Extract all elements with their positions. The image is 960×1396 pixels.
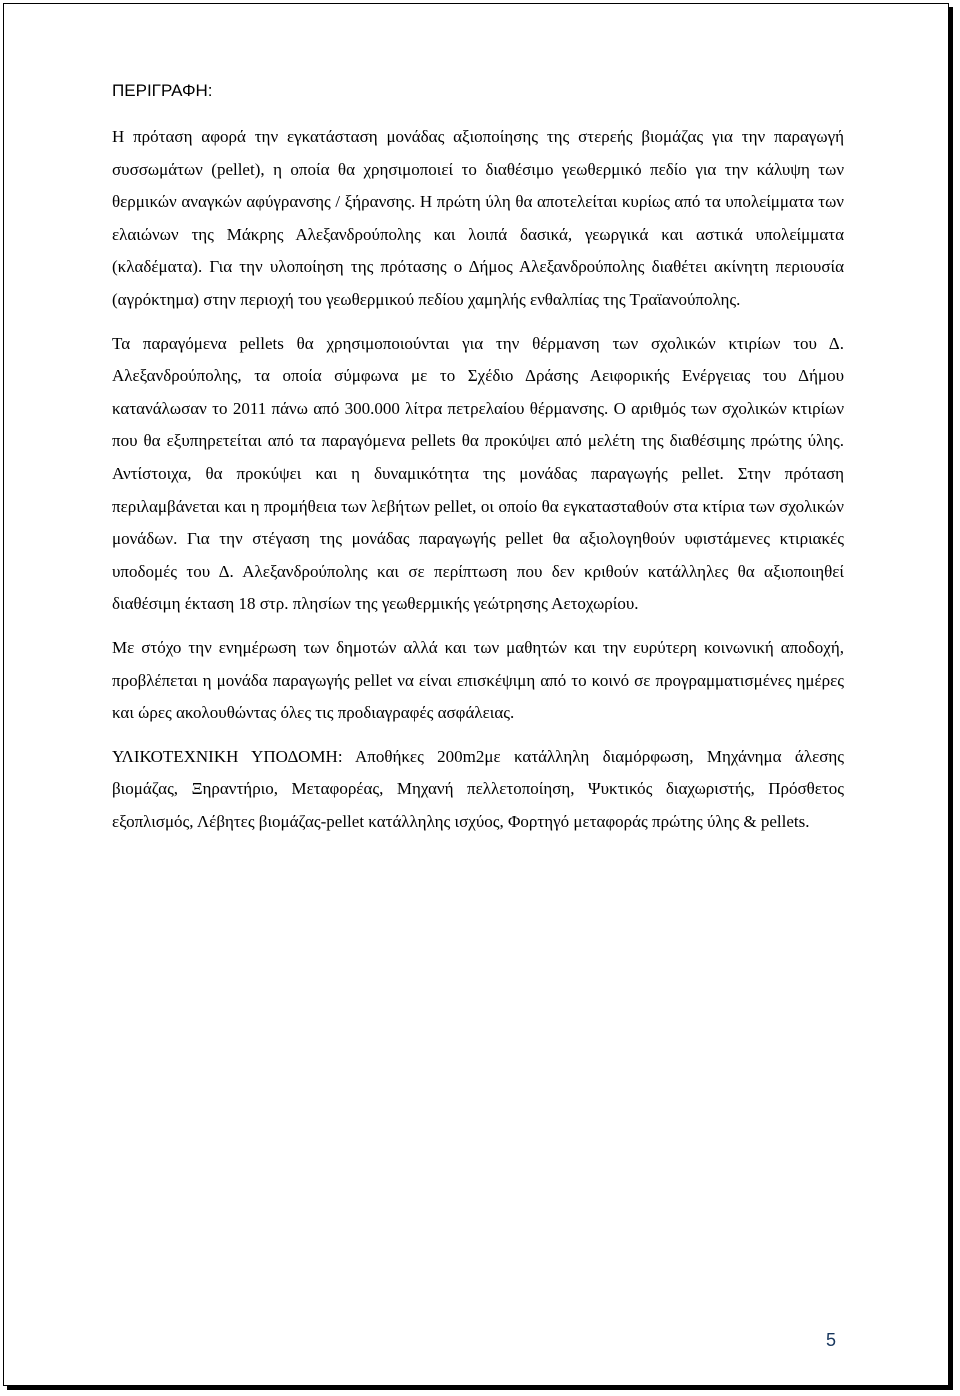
page-number: 5 bbox=[826, 1330, 837, 1350]
paragraph-infrastructure: ΥΛΙΚΟΤΕΧΝΙΚΗ ΥΠΟΔΟΜΗ: Αποθήκες 200m2με κατάλληλη διαμόρφωση, Μηχάνημα άλεσης βιομάζας, Ξηραντήριο, Μεταφορέας, Μηχανή πελλετοποίηση, Ψυκτικός διαχωριστής, Πρόσθετος εξοπλισμός, Λέβητες βιομάζας-pellet κατάλληλης ισχύος, Φορτηγό μεταφοράς πρώτης ύλης & pellets. bbox=[112, 746, 844, 831]
paragraph-public-awareness: Με στόχο την ενημέρωση των δημοτών αλλά και των μαθητών και την ευρύτερη κοινωνική αποδοχή, προβλέπεται η μονάδα παραγωγής pellet να είναι επισκέψιμη από το κοινό σε προγραμματισμένες ημέρες και ώρες ακολουθώντας όλες τις προδιαγραφές ασφάλειας. bbox=[112, 637, 844, 723]
paragraph-pellets-usage: Τα παραγόμενα pellets θα χρησιμοποιούνται για την θέρμανση των σχολικών κτιρίων του Δ. Αλεξανδρούπολης, τα οποία σύμφωνα με το Σχέδιο Δράσης Αειφορικής Ενέργειας του Δήμου κατανάλωσαν το 2011 πάνω από 300.000 λίτρα πετρελαίου θέρμανσης. Ο αριθμός των σχολικών κτιρίων που θα εξυπηρετείται από τα παραγόμενα pellets θα προκύψει από μελέτη της διαθέσιμης πρώτης ύλης. Αντίστοιχα, θα προκύψει και η δυναμικότητα της μονάδας παραγωγής pellet. Στην πρόταση περιλαμβάνεται και η προμήθεια των λεβήτων pellet, οι οποίο θα εγκατασταθούν στα κτίρια των σχολικών μονάδων. Για την στέγαση της μονάδας παραγωγής pellet θα αξιολογηθούν υφιστάμενες κτιριακές υποδομές του Δ. Αλεξανδρούπολης και σε περίπτωση που δεν κριθούν κατάλληλες θα αξιοποιηθεί διαθέσιμη έκταση 18 στρ. πλησίων της γεωθερμικής γεώτρησης Αετοχωρίου. bbox=[112, 333, 844, 614]
section-heading: ΠΕΡΙΓΡΑΦΗ: bbox=[112, 81, 213, 100]
page-content bbox=[112, 80, 844, 849]
paragraph-proposal-description: Η πρόταση αφορά την εγκατάσταση μονάδας αξιοποίησης της στερεής βιομάζας για την παραγωγή συσσωμάτων (pellet), η οποία θα χρησιμοποιεί το διαθέσιμο γεωθερμικό πεδίο για την κάλυψη των θερμικών αναγκών αφύγρανσης / ξήρανσης. Η πρώτη ύλη θα αποτελείται κυρίως από τα υπολείμματα των ελαιώνων της Μάκρης Αλεξανδρούπολης και λοιπά δασικά, γεωργικά και αστικά υπολείμματα (κλαδέματα). Για την υλοποίηση της πρότασης ο Δήμος Αλεξανδρούπολης διαθέτει ακίνητη περιουσία (αγρόκτημα) στην περιοχή του γεωθερμικού πεδίου χαμηλής ενθαλπίας της Τραϊανούπολης. bbox=[112, 127, 844, 309]
